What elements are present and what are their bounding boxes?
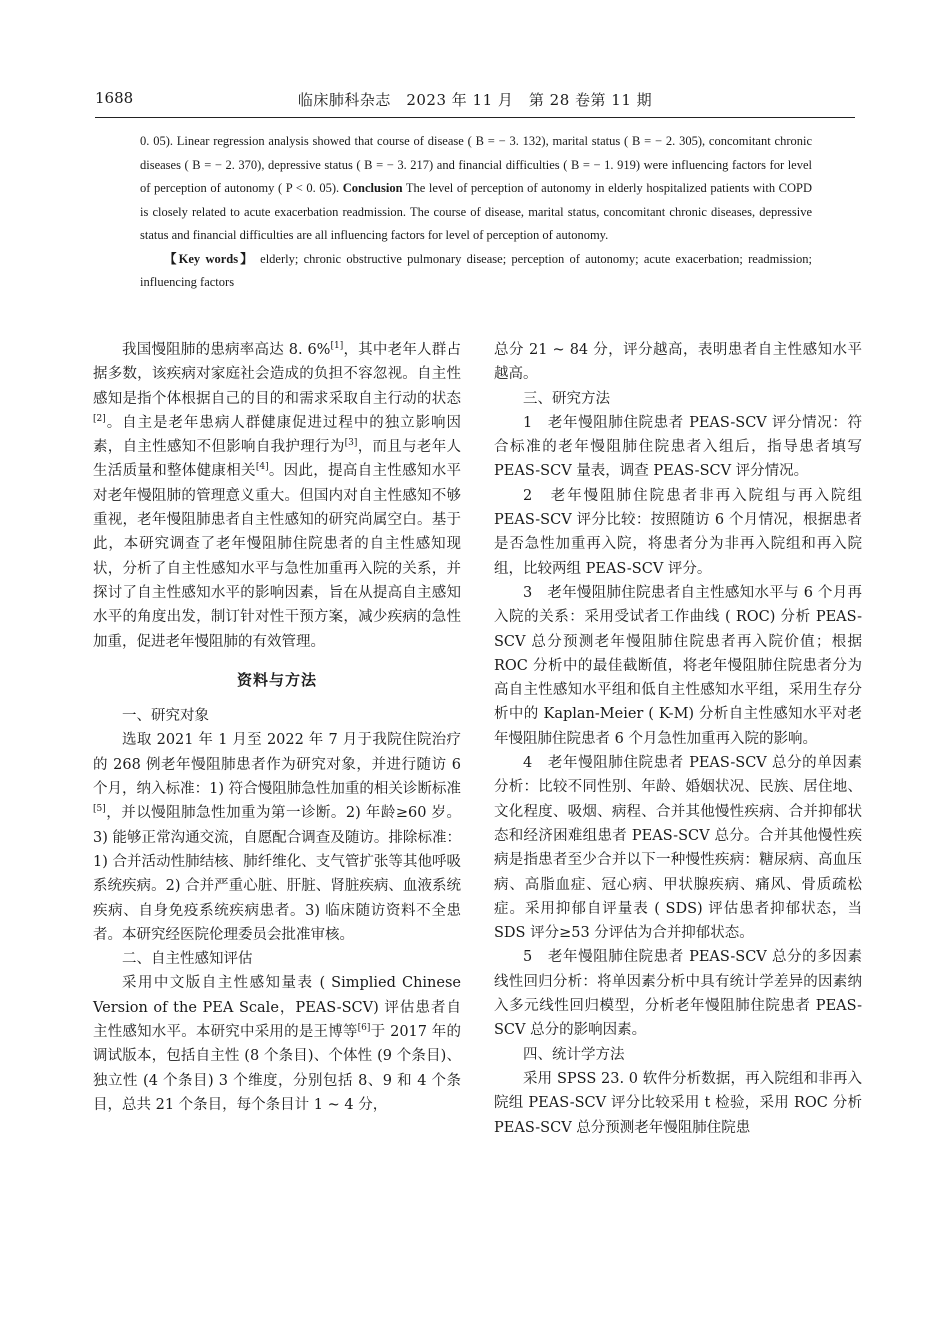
subsection-heading-assessment: 二、自主性感知评估 xyxy=(122,951,253,968)
method-item-2: 2 老年慢阻肺住院患者非再入院组与再入院组 PEAS-SCV 评分比较：按照随访 6 个月情况，根据患者是否急性加重再入院，将患者分为非再入院组和再入院组，比较两组 PEAS-SCV 评分。 xyxy=(494,487,862,577)
conclusion-label: Conclusion xyxy=(342,181,403,195)
header-rule xyxy=(95,117,855,118)
intro-text-3: 。自主是老年患病人群健康促进过程中的独立影响因素，自主性感知不但影响自我护理行为 xyxy=(93,414,461,456)
journal-title: 临床肺科杂志 2023 年 11 月 第 28 卷第 11 期 xyxy=(297,91,653,109)
abstract-paragraph xyxy=(140,130,812,248)
subsection-heading-methods: 三、研究方法 xyxy=(523,390,610,407)
method-item-3: 3 老年慢阻肺住院患者自主性感知水平与 6 个月再入院的关系：采用受试者工作曲线 ( ROC) 分析 PEAS-SCV 总分预测老年慢阻肺住院患者再入院价值；根据 ROC 分析中的最佳截断值，将老年慢阻肺住院患者分为高自主性感知水平组和低自主性感知水平组，采用生存分析中的 Kaplan-Meier ( K-M) 分析自主性感知水平对老年慢阻肺住院患者 6 个月急性加重再入院的影响。 xyxy=(494,584,862,747)
score-range-paragraph: 总分 21 ~ 84 分，评分越高，表明患者自主性感知水平越高。 xyxy=(494,342,862,383)
keywords-line xyxy=(140,248,812,295)
assessment-text-1: 采用中文版自主性感知量表 ( Simplied Chinese Version of the PEA Scale，PEAS-SCV) 评估患者自主性感知水平。本研究中采用的是王博等 xyxy=(93,975,461,1041)
intro-paragraph xyxy=(93,338,461,654)
citation-4: [4] xyxy=(255,462,269,473)
subjects-text-1: 选取 2021 年 1 月至 2022 年 7 月于我院住院治疗的 268 例老年慢阻肺患者作为研究对象，并进行随访 6 个月，纳入标准：1) 符合慢阻肺急性加重的相关诊断标准 xyxy=(93,732,461,798)
statistics-paragraph: 采用 SPSS 23. 0 软件分析数据，再入院组和非再入院组 PEAS-SCV 评分比较采用 t 检验，采用 ROC 分析 PEAS-SCV 总分预测老年慢阻肺住院患 xyxy=(494,1070,862,1136)
intro-text-4: ，而且与老年人生活质量和整体健康相关 xyxy=(93,439,462,480)
conclusion-text: The level of perception of autonomy in elderly hospitalized patients with COPD is closely related to acute exacerbation readmission. The course of disease, marital status, concomitant chronic diseases, depressive status and financial difficulties are all influencing factors for level of perception of autonomy. xyxy=(140,181,813,242)
intro-text-1: 我国慢阻肺的患病率高达 8. 6% xyxy=(122,342,331,358)
subsection-heading-subjects: 一、研究对象 xyxy=(122,708,209,725)
method-item-1: 1 老年慢阻肺住院患者 PEAS-SCV 评分情况：符合标准的老年慢阻肺住院患者入组后，指导患者填写 PEAS-SCV 量表，调查 PEAS-SCV 评分情况。 xyxy=(494,414,862,480)
citation-5: [5] xyxy=(93,804,106,815)
running-header xyxy=(95,89,855,115)
method-item-4: 4 老年慢阻肺住院患者 PEAS-SCV 总分的单因素分析：比较不同性别、年龄、婚姻状况、民族、居住地、文化程度、吸烟、病程、合并其他慢性疾病、合并抑郁状态和经济困难组患者 PEAS-SCV 总分。合并其他慢性疾病是指患者至少合并以下一种慢性疾病：糖尿病、高血压病、高脂血症、冠心病、甲状腺疾病、痛风、骨质疏松症。采用抑郁自评量表 ( SDS) 评估患者抑郁状态，当 SDS 评分≥53 分评估为合并抑郁状态。 xyxy=(494,755,862,942)
left-column xyxy=(93,338,461,1117)
keywords-text: elderly; chronic obstructive pulmonary disease; perception of autonomy; acute exacerbation; readmission; influencing factors xyxy=(140,251,812,289)
intro-text-5: 。因此，提高自主性感知水平对老年慢阻肺的管理意义重大。但国内对自主性感知不够重视，老年慢阻肺患者自主性感知的研究尚属空白。基于此，本研究调查了老年慢阻肺住院患者的自主性感知现状，分析了自主性感知水平与急性加重再入院的关系，并探讨了自主性感知水平的影响因素，旨在从提高自主感知水平的角度出发，制订针对性干预方案，减少疾病的急性加重，促进老年慢阻肺的有效管理。 xyxy=(93,463,462,650)
section-title-methods: 资料与方法 xyxy=(236,670,317,689)
right-column xyxy=(494,338,862,1140)
abstract-results-text: 0. 05). Linear regression analysis showed that course of disease ( B = − 3. 132), marital status ( B = − 2. 305), concomitant chronic diseases ( B = − 2. 370), depressive status ( B = − 3. 217) and financial difficulties ( B = − 1. 919) were influencing factors for level of perception of autonomy ( P < 0. 05). xyxy=(140,134,812,195)
assessment-paragraph xyxy=(93,971,461,1117)
assessment-text-2: 于 2017 年的调试版本，包括自主性 (8 个条目)、个体性 (9 个条目)、独立性 (4 个条目) 3 个维度，分别包括 8、9 和 4 个条目，总共 21 个条目，每个条目计 1 ~ 4 分， xyxy=(93,1024,461,1113)
intro-text-2: ，其中老年人群占据多数，该疾病对家庭社会造成的负担不容忽视。自主性感知是指个体根据自己的目的和需求采取自主行动的状态 xyxy=(93,342,462,407)
method-item-5: 5 老年慢阻肺住院患者 PEAS-SCV 总分的多因素线性回归分析：将单因素分析中具有统计学差异的因素纳入多元线性回归模型，分析老年慢阻肺住院患者 PEAS-SCV 总分的影响因素。 xyxy=(494,949,862,1039)
citation-3: [3] xyxy=(344,438,358,449)
citation-2: [2] xyxy=(93,413,106,424)
subjects-paragraph xyxy=(93,728,461,947)
subsection-heading-statistics: 四、统计学方法 xyxy=(523,1046,625,1063)
citation-1: [1] xyxy=(330,341,344,351)
subjects-text-2: ，并以慢阻肺急性加重为第一诊断。2) 年龄≥60 岁。3) 能够正常沟通交流，自愿配合调查及随访。排除标准：1) 合并活动性肺结核、肺纤维化、支气管扩张等其他呼吸系统疾病。2) 合并严重心脏、肝脏、肾脏疾病、血液系统疾病、自身免疫系统疾病患者。3) 临床随访资料不全患者。本研究经医院伦理委员会批准审核。 xyxy=(93,805,461,943)
english-abstract xyxy=(140,130,812,295)
page-number: 1688 xyxy=(95,89,134,107)
keywords-label: 【Key words】 xyxy=(164,251,255,266)
citation-6: [6] xyxy=(357,1023,371,1034)
